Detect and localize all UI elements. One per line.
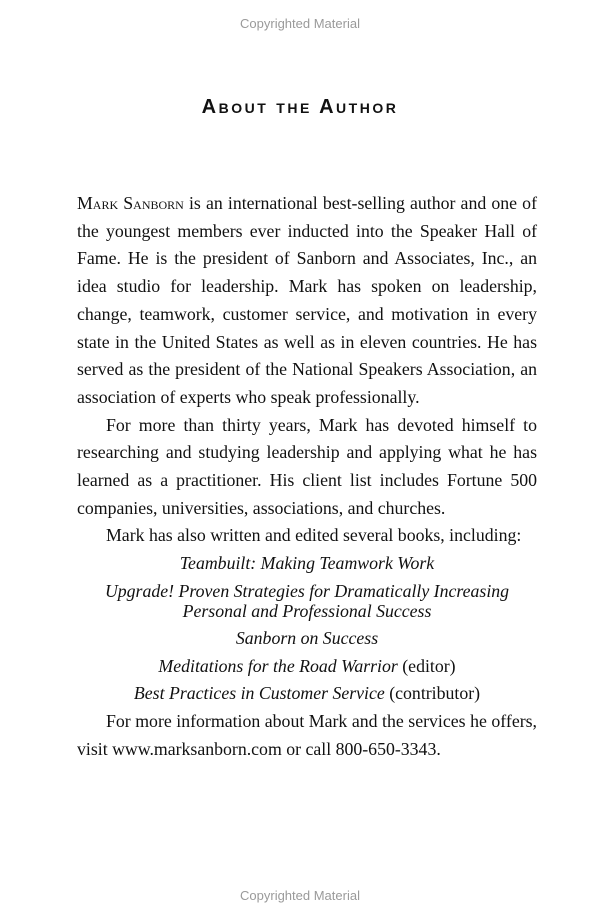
book-title-text: Upgrade! Proven Strategies for Dramatically Increasing bbox=[104, 580, 510, 601]
book-title bbox=[77, 680, 537, 708]
author-bio bbox=[77, 190, 537, 763]
bio-paragraph-1 bbox=[77, 190, 537, 412]
book-title bbox=[77, 550, 537, 578]
book-title-text: Meditations for the Road Warrior bbox=[158, 655, 398, 676]
book-title-text: Teambuilt: Making Teamwork Work bbox=[179, 553, 435, 574]
book-title-text: Best Practices in Customer Service bbox=[133, 683, 385, 704]
copyright-watermark-top: Copyrighted Material bbox=[240, 16, 360, 31]
book-title-text: Sanborn on Success bbox=[235, 627, 379, 648]
bio-paragraph-2: For more than thirty years, Mark has devoted himself to researching and studying leadership and applying what he has learned as a practitioner. His client list includes Fortune 500 companies, universities, associations, and churches. bbox=[77, 414, 537, 518]
book-title-text: Personal and Professional Success bbox=[182, 600, 432, 621]
copyright-watermark-bottom: Copyrighted Material bbox=[240, 888, 360, 903]
bio-paragraph-4: For more information about Mark and the services he offers, visit www.marksanborn.com or call 800-650-3343. bbox=[77, 710, 537, 759]
author-name: Mark Sanborn bbox=[77, 193, 184, 213]
book-role-note: (editor) bbox=[397, 655, 456, 676]
book-title bbox=[77, 653, 537, 681]
page-title-text: About the Author bbox=[201, 96, 399, 118]
book-list bbox=[77, 550, 537, 708]
book-title bbox=[77, 578, 537, 625]
bio-paragraph-1-text: is an international best-selling author and one of the youngest members ever inducted into the Speaker Hall of Fame. He is the president of Sanborn and Associates, Inc., an idea studio for leadership. Mark has spoken on leadership, change, teamwork, customer service, and motivation in every state in the United States as well as in eleven countries. He has served as the president of the National Speakers Association, an association of experts who speak professionally. bbox=[77, 193, 537, 407]
bio-paragraph-3: Mark has also written and edited several books, including: bbox=[106, 525, 522, 546]
page-title bbox=[0, 96, 600, 119]
book-role-note: (contributor) bbox=[384, 683, 481, 704]
book-title bbox=[77, 625, 537, 653]
